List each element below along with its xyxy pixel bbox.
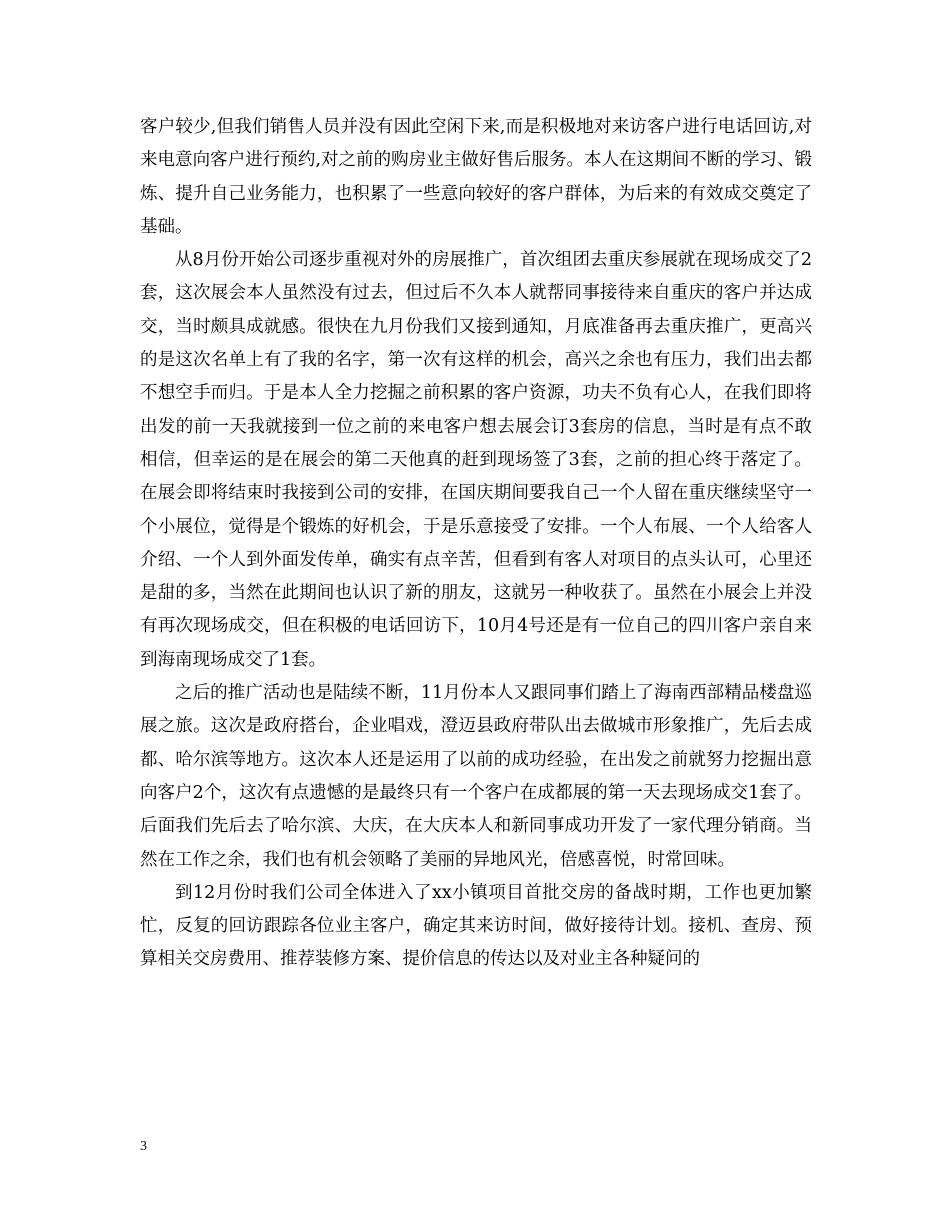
paragraph-2: 从8月份开始公司逐步重视对外的房展推广，首次组团去重庆参展就在现场成交了2套，这次展会本人虽然没有过去，但过后不久本人就帮同事接待来自重庆的客户并达成交，当时颇具成就感。很快在九月份我们又接到通知，月底准备再去重庆推广，更高兴的是这次名单上有了我的名字，第一次有这样的机会，高兴之余也有压力，我们出去都不想空手而归。于是本人全力挖掘之前积累的客户资源，功夫不负有心人，在我们即将出发的前一天我就接到一位之前的来电客户想去展会订3套房的信息，当时是有点不敢相信，但幸运的是在展会的第二天他真的赶到现场签了3套，之前的担心终于落定了。在展会即将结束时我接到公司的安排，在国庆期间要我自己一个人留在重庆继续坚守一个小展位，觉得是个锻炼的好机会，于是乐意接受了安排。一个人布展、一个人给客人介绍、一个人到外面发传单，确实有点辛苦，但看到有客人对项目的点头认可，心里还是甜的多，当然在此期间也认识了新的朋友，这就另一种收获了。虽然在小展会上并没有再次现场成交，但在积极的电话回访下，10月4号还是有一位自己的四川客户亲自来到海南现场成交了1套。 — [140, 250, 812, 670]
paragraph-1: 客户较少,但我们销售人员并没有因此空闲下来,而是积极地对来访客户进行电话回访,对来电意向客户进行预约,对之前的购房业主做好售后服务。本人在这期间不断的学习、锻炼、提升自己业务能力，也积累了一些意向较好的客户群体，为后来的有效成交奠定了基础。 — [140, 117, 812, 237]
paragraph-4: 到12月份时我们公司全体进入了xx小镇项目首批交房的备战时期，工作也更加繁忙，反复的回访跟踪各位业主客户，确定其来访时间，做好接待计划。接机、查房、预算相关交房费用、推荐装修方案、提价信息的传达以及对业主各种疑问的 — [140, 882, 812, 970]
page-number: 3 — [140, 1139, 147, 1154]
document-body — [140, 111, 812, 977]
paragraph-3: 之后的推广活动也是陆续不断，11月份本人又跟同事们踏上了海南西部精品楼盘巡展之旅。这次是政府搭台，企业唱戏，澄迈县政府带队出去做城市形象推广，先后去成都、哈尔滨等地方。这次本人还是运用了以前的成功经验，在出发之前就努力挖掘出意向客户2个，这次有点遗憾的是最终只有一个客户在成都展的第一天去现场成交1套了。后面我们先后去了哈尔滨、大庆，在大庆本人和新同事成功开发了一家代理分销商。当然在工作之余，我们也有机会领略了美丽的异地风光，倍感喜悦，时常回味。 — [140, 683, 812, 870]
